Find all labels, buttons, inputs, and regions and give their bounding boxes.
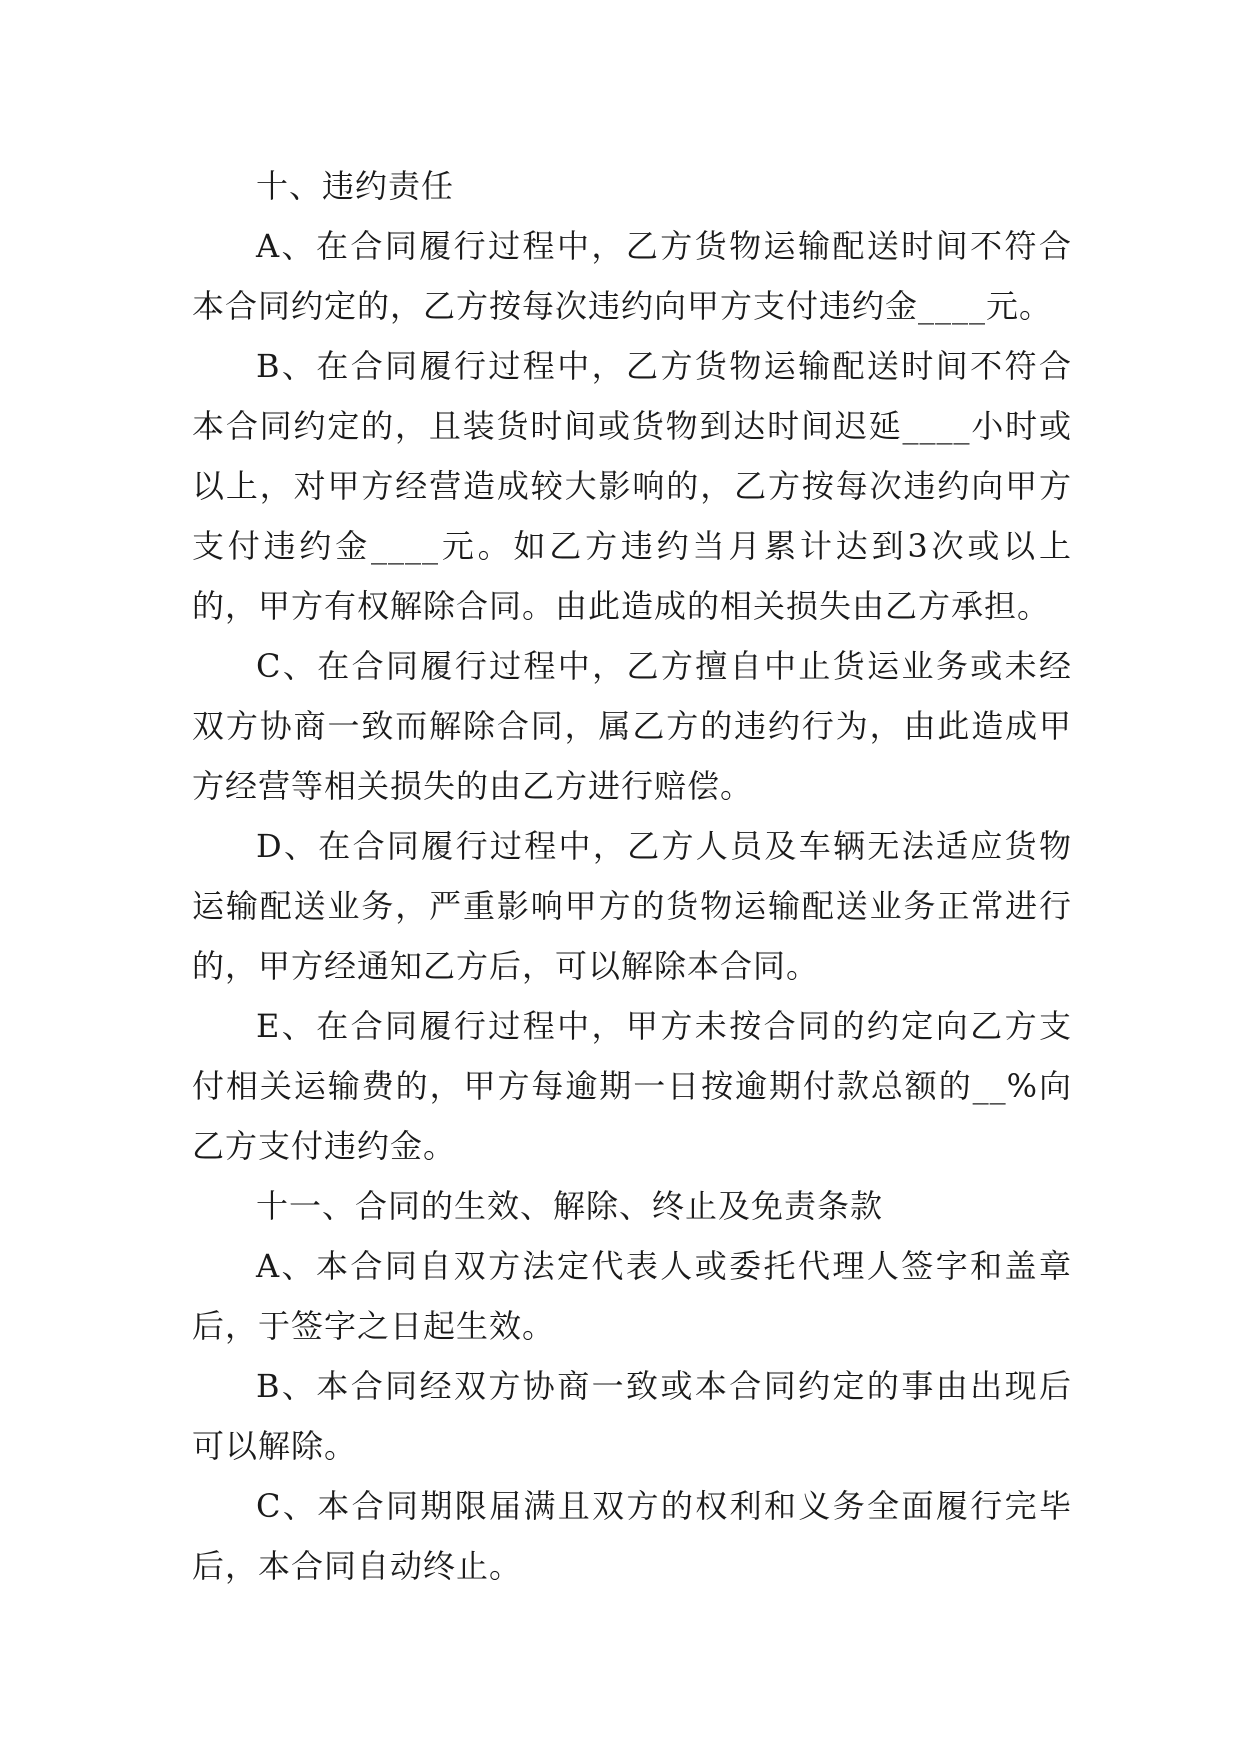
clause-paragraph: C、在合同履行过程中，乙方擅自中止货运业务或未经双方协商一致而解除合同，属乙方的违约行为，由此造成甲方经营等相关损失的由乙方进行赔偿。 bbox=[192, 647, 1072, 805]
clause-paragraph: B、在合同履行过程中，乙方货物运输配送时间不符合本合同约定的，且装货时间或货物到达时间迟延____小时或以上，对甲方经营造成较大影响的，乙方按每次违约向甲方支付违约金____元。如乙方违约当月累计达到3次或以上的，甲方有权解除合同。由此造成的相关损失由乙方承担。 bbox=[192, 347, 1072, 625]
clause-paragraph: B、本合同经双方协商一致或本合同约定的事由出现后可以解除。 bbox=[192, 1367, 1072, 1465]
clause-paragraph: A、本合同自双方法定代表人或委托代理人签字和盖章后，于签字之日起生效。 bbox=[192, 1247, 1072, 1345]
clause-paragraph: A、在合同履行过程中，乙方货物运输配送时间不符合本合同约定的，乙方按每次违约向甲方支付违约金____元。 bbox=[192, 227, 1072, 325]
section-heading: 十、违约责任 bbox=[256, 167, 455, 205]
clause-paragraph: C、本合同期限届满且双方的权利和义务全面履行完毕后，本合同自动终止。 bbox=[192, 1487, 1072, 1585]
clause-paragraph: E、在合同履行过程中，甲方未按合同的约定向乙方支付相关运输费的，甲方每逾期一日按逾期付款总额的__%向乙方支付违约金。 bbox=[192, 1007, 1072, 1165]
clause-paragraph: D、在合同履行过程中，乙方人员及车辆无法适应货物运输配送业务，严重影响甲方的货物运输配送业务正常进行的，甲方经通知乙方后，可以解除本合同。 bbox=[192, 827, 1072, 985]
section-heading: 十一、合同的生效、解除、终止及免责条款 bbox=[256, 1187, 884, 1225]
document-body bbox=[192, 156, 1072, 1596]
